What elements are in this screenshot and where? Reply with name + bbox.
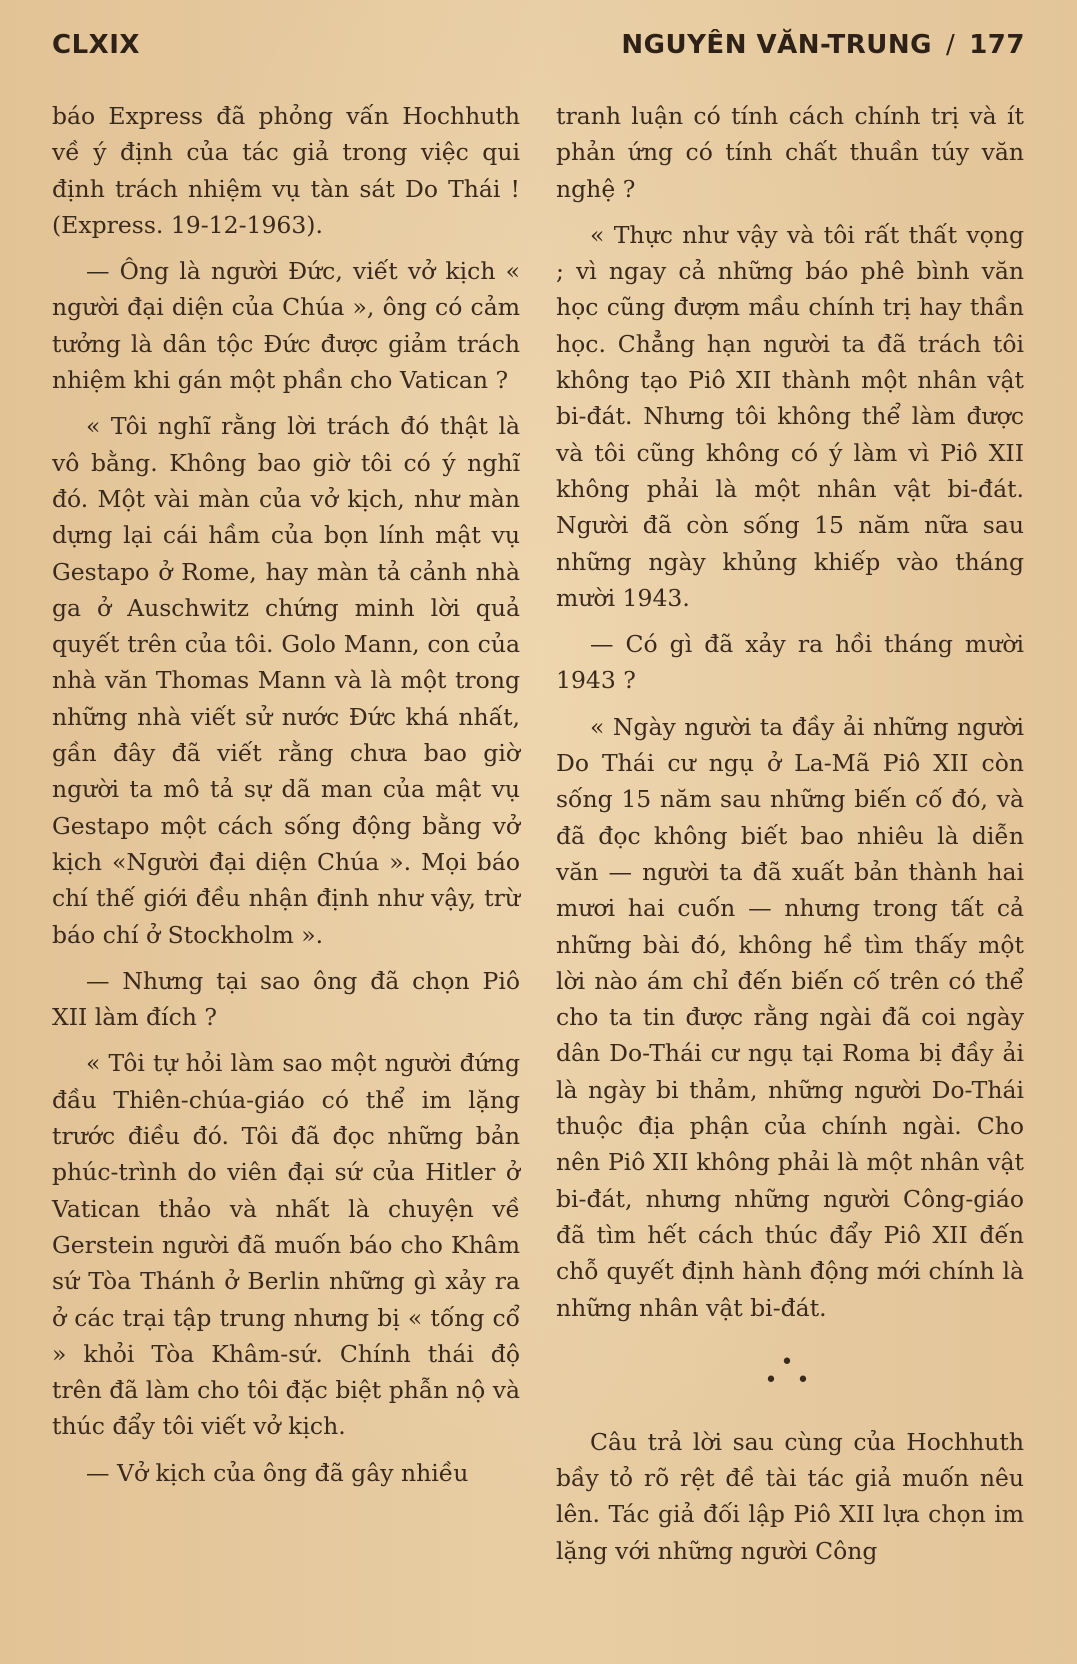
question-paragraph: — Có gì đã xảy ra hồi tháng mười 1943 ?: [556, 630, 1024, 695]
answer-paragraph: « Tôi tự hỏi làm sao một người đứng đầu Thiên-chúa-giáo có thể im lặng trước điều đó. Tôi đã đọc những bản phúc-trình do viên đại sứ của Hitler ở Vatican thảo và nhất là chuyện về Gerstein người đã muốn báo cho Khâm sứ Tòa Thánh ở Berlin những gì xảy ra ở các trại tập trung nhưng bị « tống cổ » khỏi Tòa Khâm-sứ. Chính thái độ trên đã làm cho tôi đặc biệt phẫn nộ và thúc đẩy tôi viết vở kịch.: [52, 1049, 520, 1441]
paragraph: tranh luận có tính cách chính trị và ít phản ứng có tính chất thuần túy văn nghệ ?: [556, 102, 1024, 203]
question-paragraph: — Ông là người Đức, viết vở kịch « người đại diện của Chúa », ông có cảm tưởng là dân tộc Đức được giảm trách nhiệm khi gán một phần cho Vatican ?: [52, 257, 520, 395]
paragraph: báo Express đã phỏng vấn Hochhuth về ý định của tác giả trong việc qui định trách nhiệm vụ tàn sát Do Thái ! (Express. 19-12-1963).: [52, 102, 520, 239]
page-header-right: [621, 30, 1025, 60]
author-title: NGUYÊN VĂN-TRUNG: [621, 30, 932, 60]
left-column: [52, 98, 520, 1491]
separator-dot-top: •: [780, 1349, 800, 1375]
answer-paragraph: « Ngày người ta đầy ải những người Do Thái cư ngụ ở La-Mã Piô XII còn sống 15 năm sau những biến cố đó, và đã đọc không biết bao nhiêu là diễn văn — người ta đã xuất bản thành hai mươi hai cuốn — nhưng trong tất cả những bài đó, không hề tìm thấy một lời nào ám chỉ đến biến cố trên có thể cho ta tin được rằng ngài đã coi ngày dân Do-Thái cư ngụ tại Roma bị đầy ải là ngày bi thảm, những người Do-Thái thuộc địa phận của chính ngài. Cho nên Piô XII không phải là một nhân vật bi-đát, nhưng những người Công-giáo đã tìm hết cách thúc đẩy Piô XII đến chỗ quyết định hành động mới chính là những nhân vật bi-đát.: [556, 712, 1024, 1322]
separator-dots-bottom: • •: [764, 1367, 816, 1393]
paragraph: Câu trả lời sau cùng của Hochhuth bầy tỏ rõ rệt đề tài tác giả muốn nêu lên. Tác giả đối lập Piô XII lựa chọn im lặng với những người Công: [556, 1427, 1024, 1565]
question-paragraph: — Vở kịch của ông đã gây nhiều: [86, 1458, 469, 1487]
page-number: 177: [969, 30, 1025, 60]
section-number: CLXIX: [52, 30, 140, 60]
answer-paragraph: « Tôi nghĩ rằng lời trách đó thật là vô bằng. Không bao giờ tôi có ý nghĩ đó. Một vài màn của vở kịch, như màn dựng lại cái hầm của bọn lính mật vụ Gestapo ở Rome, hay màn tả cảnh nhà ga ở Auschwitz chứng minh lời quả quyết trên của tôi. Golo Mann, con của nhà văn Thomas Mann và là một trong những nhà viết sử nước Đức khá nhất, gần đây đã viết rằng chưa bao giờ người ta mô tả sự dã man của mật vụ Gestapo một cách sống động bằng vở kịch «Người đại diện Chúa ». Mọi báo chí thế giới đều nhận định như vậy, trừ báo chí ở Stockholm ».: [52, 412, 520, 949]
header-separator: /: [945, 30, 956, 60]
answer-paragraph: « Thực như vậy và tôi rất thất vọng ; vì ngay cả những báo phê bình văn học cũng đượm mầu chính trị hay thần học. Chẳng hạn người ta đã trách tôi không tạo Piô XII thành một nhân vật bi-đát. Nhưng tôi không thể làm được và tôi cũng không có ý làm vì Piô XII không phải là một nhân vật bi-đát. Người đã còn sống 15 năm nữa sau những ngày khủng khiếp vào tháng mười 1943.: [556, 220, 1024, 612]
running-head: [52, 30, 1025, 70]
section-separator-dots: [556, 1349, 1024, 1393]
question-paragraph: — Nhưng tại sao ông đã chọn Piô XII làm đích ?: [52, 966, 520, 1032]
right-column: [556, 98, 1024, 1569]
